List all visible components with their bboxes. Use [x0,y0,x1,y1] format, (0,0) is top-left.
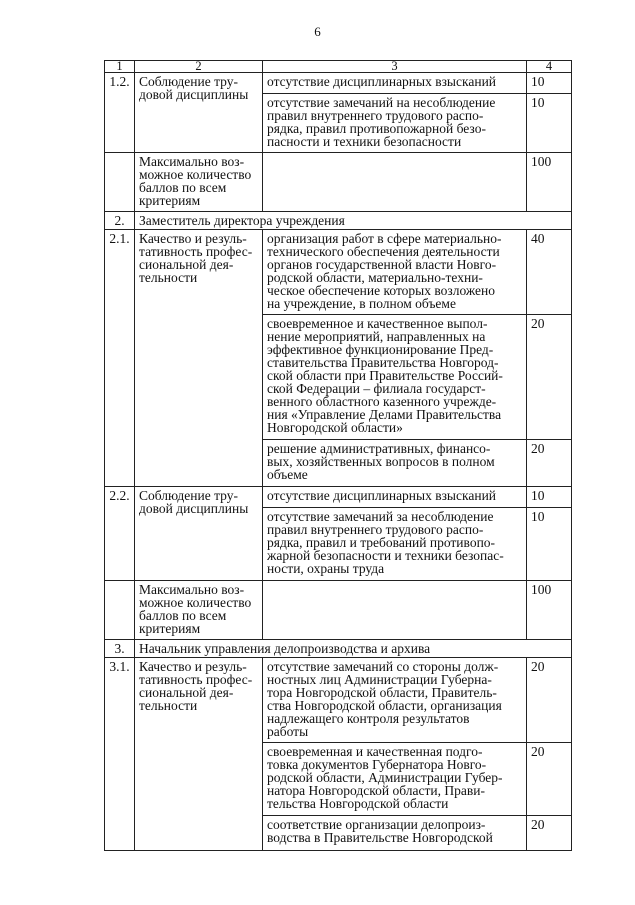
indicator-text: своевременная и качественная подго- товка документов Губернатора Новго- родской области, Администрации Губер- натора Новгородской области, Прави- тельства Новгородской области [263,743,527,816]
empty-cell [263,153,527,212]
indicator-text: отсутствие замечаний на несоблюдение правил внутреннего трудового распо- рядка, правил противопожарной безо- пасности и техники безопасности [263,94,527,153]
score-value: 10 [527,487,572,508]
page-number: 6 [314,24,321,39]
score-value: 20 [527,658,572,743]
indicator-text: соответствие организации делопроиз- водства в Правительстве Новгородской [263,816,527,851]
score-value: 20 [527,816,572,851]
score-value: 40 [527,230,572,315]
max-score-label: Максимально воз- можное количество баллов по всем критериям [135,581,263,640]
max-score-label: Максимально воз- можное количество баллов по всем критериям [135,153,263,212]
score-value: 10 [527,73,572,94]
indicator-text: решение административных, финансо- вых, хозяйственных вопросов в полном объеме [263,440,527,487]
column-number: 2 [135,61,263,73]
max-score-row [105,581,572,640]
section-number: 2. [105,212,135,230]
empty-cell [105,153,135,212]
criterion-name: Качество и резуль- тативность профес- сиональной дея- тельности [135,230,263,487]
score-value: 20 [527,440,572,487]
max-score-value: 100 [527,153,572,212]
indicator-text: отсутствие дисциплинарных взысканий [263,487,527,508]
criterion-name: Качество и резуль- тативность профес- сиональной дея- тельности [135,658,263,851]
indicator-text: организация работ в сфере материально- технического обеспечения деятельности органов государственной власти Новго- родской области, материально-техни- ческое обеспечение которых возложено на учреждение, в полном объеме [263,230,527,315]
column-number: 3 [263,61,527,73]
criterion-name: Соблюдение тру- довой дисциплины [135,487,263,581]
indicator-text: отсутствие дисциплинарных взысканий [263,73,527,94]
section-row [105,640,572,658]
score-value: 20 [527,315,572,440]
section-row [105,212,572,230]
criterion-row [105,73,572,94]
item-number: 1.2. [105,73,135,153]
max-score-value: 100 [527,581,572,640]
column-number: 1 [105,61,135,73]
score-value: 20 [527,743,572,816]
item-number: 3.1. [105,658,135,851]
criterion-name: Соблюдение тру- довой дисциплины [135,73,263,153]
item-number: 2.1. [105,230,135,487]
indicator-text: отсутствие замечаний со стороны долж- ностных лиц Администрации Губерна- тора Новгородской области, Правитель- ства Новгородской области, организация надлежащего контроля результатов работы [263,658,527,743]
indicator-text: своевременное и качественное выпол- нение мероприятий, направленных на эффективное функционирование Пред- ставительства Правительства Новгород- ской области при Правительстве Россий- ской Федерации – филиала государст- венного областного казенного учрежде- ния «Управление Делами Правительства Новгородской области» [263,315,527,440]
empty-cell [263,581,527,640]
score-value: 10 [527,94,572,153]
score-value: 10 [527,508,572,581]
section-title: Заместитель директора учреждения [135,212,572,230]
column-number: 4 [527,61,572,73]
item-number: 2.2. [105,487,135,581]
section-number: 3. [105,640,135,658]
criterion-row [105,658,572,743]
indicator-text: отсутствие замечаний за несоблюдение правил внутреннего трудового распо- рядка, правил и требований противопо- жарной безопасности и техники безопас- ности, охраны труда [263,508,527,581]
empty-cell [105,581,135,640]
max-score-row [105,153,572,212]
criteria-table [104,60,572,851]
column-number-row [105,61,572,73]
criterion-row [105,230,572,315]
criterion-row [105,487,572,508]
section-title: Начальник управления делопроизводства и архива [135,640,572,658]
